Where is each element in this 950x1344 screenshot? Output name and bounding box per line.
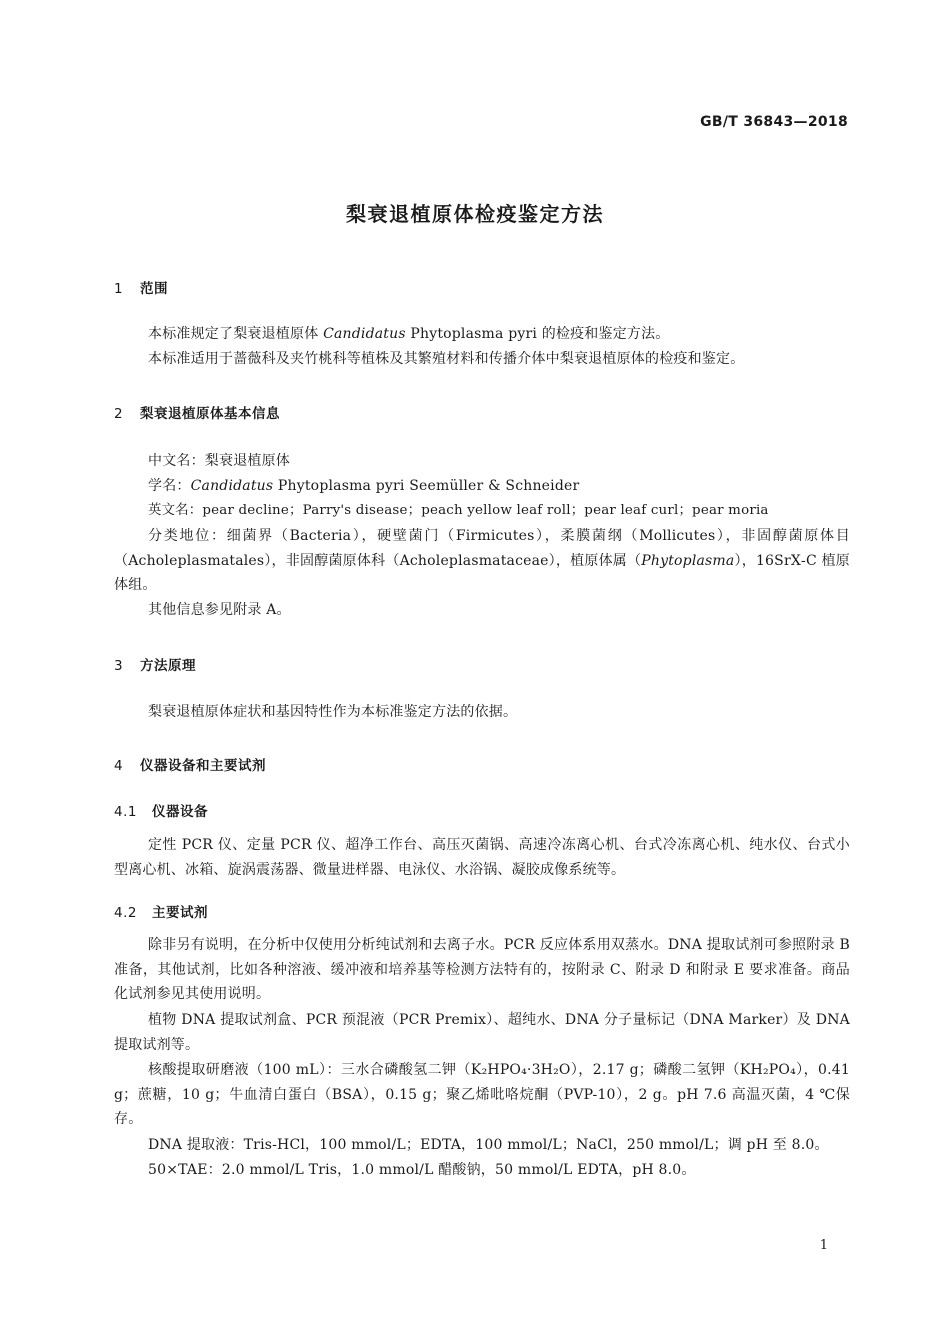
section-title: 仪器设备 xyxy=(152,804,208,820)
document-title: 梨衰退植原体检疫鉴定方法 xyxy=(346,202,604,226)
section-number: 4.1 xyxy=(114,804,137,820)
chinese-name-line: 中文名：梨衰退植原体 xyxy=(148,453,290,469)
section-title: 梨衰退植原体基本信息 xyxy=(140,406,280,422)
taxonomy-paragraph xyxy=(114,524,850,598)
section-title: 范围 xyxy=(140,281,168,297)
text-run: 分类地位：细菌界（Bacteria），硬壁菌门（Firmicutes），柔膜菌纲（Mollicutes），非固醇菌原体目（Acholeplasmatales），非固醇菌原体科（Acholeplasmataceae），植原体属（ xyxy=(114,528,850,569)
italic-genus: Phytoplasma xyxy=(641,552,735,569)
section-4-2-heading xyxy=(114,901,208,921)
italic-genus: Candidatus xyxy=(323,326,406,342)
section-1-paragraph-2: 本标准适用于蔷薇科及夹竹桃科等植株及其繁殖材料和传播介体中梨衰退植原体的检疫和鉴定。 xyxy=(148,351,745,367)
section-2-heading xyxy=(114,402,280,422)
section-4-1-paragraph: 定性 PCR 仪、定量 PCR 仪、超净工作台、高压灭菌锅、高速冷冻离心机、台式冷冻离心机、纯水仪、台式小型离心机、冰箱、旋涡震荡器、微量进样器、电泳仪、水浴锅、凝胶成像系统等。 xyxy=(114,837,850,878)
text-run: Phytoplasma pyri 的检疫和鉴定方法。 xyxy=(405,326,670,342)
scientific-name-line xyxy=(114,474,850,499)
italic-genus: Candidatus xyxy=(190,478,274,494)
section-title: 方法原理 xyxy=(140,658,196,674)
section-4-2-paragraph-3: 核酸提取研磨液（100 mL）：三水合磷酸氢二钾（K₂HPO₄·3H₂O），2.17 g；磷酸二氢钾（KH₂PO₄），0.41 g；蔗糖，10 g；牛血清白蛋白（BSA），0.15 g；聚乙烯吡咯烷酮（PVP-10），2 g。pH 7.6 高温灭菌，4 ℃保存。 xyxy=(114,1062,850,1127)
section-4-1-heading xyxy=(114,800,208,820)
text-run: 学名： xyxy=(148,478,191,494)
section-4-2-paragraph-5: 50×TAE：2.0 mmol/L Tris，1.0 mmol/L 醋酸钠，50 mmol/L EDTA，pH 8.0。 xyxy=(148,1162,696,1178)
section-4-2-paragraph-1: 除非另有说明，在分析中仅使用分析纯试剂和去离子水。PCR 反应体系用双蒸水。DNA 提取试剂可参照附录 B 准备，其他试剂，比如各种溶液、缓冲液和培养基等检测方法特有的，按附录 C、附录 D 和附录 E 要求准备。商品化试剂参见其使用说明。 xyxy=(114,937,850,1002)
section-number: 4 xyxy=(114,758,124,774)
text-run: Phytoplasma pyri Seemüller & Schneider xyxy=(273,478,580,494)
section-number: 3 xyxy=(114,658,124,674)
standard-code: GB/T 36843—2018 xyxy=(700,114,848,130)
section-number: 1 xyxy=(114,281,124,297)
section-1-heading xyxy=(114,277,168,297)
text-run: ），16SrⅩ-C 植原体组。 xyxy=(114,552,850,593)
section-number: 2 xyxy=(114,406,124,422)
section-4-2-paragraph-2: 植物 DNA 提取试剂盒、PCR 预混液（PCR Premix）、超纯水、DNA 分子量标记（DNA Marker）及 DNA 提取试剂等。 xyxy=(114,1012,850,1053)
section-4-2-paragraph-4: DNA 提取液：Tris-HCl，100 mmol/L；EDTA，100 mmol/L；NaCl，250 mmol/L；调 pH 至 8.0。 xyxy=(148,1137,829,1153)
section-title: 仪器设备和主要试剂 xyxy=(140,758,266,774)
section-title: 主要试剂 xyxy=(152,905,208,921)
other-info-line: 其他信息参见附录 A。 xyxy=(148,602,291,618)
page-number: 1 xyxy=(819,1238,828,1253)
section-3-paragraph: 梨衰退植原体症状和基因特性作为本标准鉴定方法的依据。 xyxy=(148,704,518,720)
section-1-paragraph-1 xyxy=(114,322,850,347)
section-4-heading xyxy=(114,754,266,774)
section-number: 4.2 xyxy=(114,905,137,921)
text-run: 本标准规定了梨衰退植原体 xyxy=(148,326,324,342)
english-name-line: 英文名：pear decline；Parry's disease；peach yellow leaf roll；pear leaf curl；pear moria xyxy=(148,503,769,518)
section-3-heading xyxy=(114,654,196,674)
